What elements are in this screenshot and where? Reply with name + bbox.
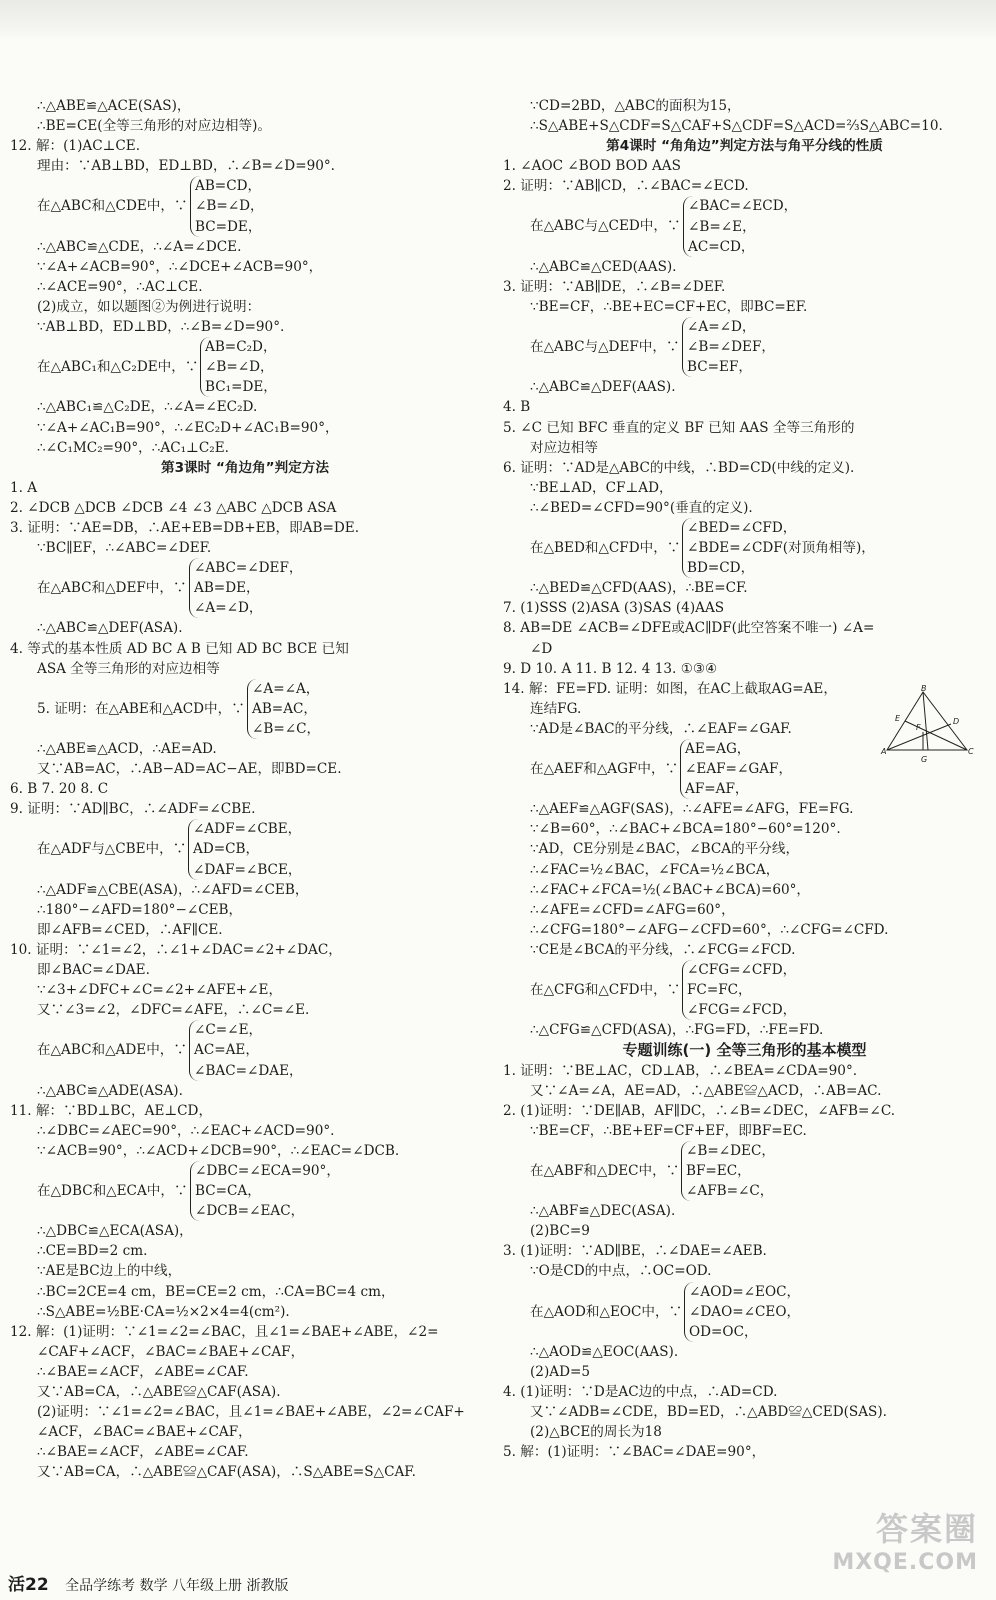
condition-line: ∠B=∠DEC，: [686, 1142, 775, 1159]
book-title: 全品学练考 数学 八年级上册 浙教版: [65, 1578, 289, 1594]
condition-line: ∠C=∠E，: [194, 1022, 263, 1039]
condition-line: BC=CA，: [195, 1183, 261, 1200]
answer-line: ∴△AEF≌△AGF(SAS)，∴∠AFE=∠AFG，FE=FG.: [530, 801, 854, 818]
answer-line: 理由：∵AB⊥BD，ED⊥BD，∴∠B=∠D=90°.: [37, 158, 335, 175]
equation-system: [10, 679, 480, 739]
answer-line: 第4课时 “角角边”判定方法与角平分线的性质: [606, 138, 883, 155]
brace-lines: [682, 518, 986, 578]
answer-line: 又∵∠ADB=∠CDE，BD=ED，∴△ABD≌△CED(SAS).: [530, 1404, 887, 1421]
answer-line: 11. 解：∵BD⊥BC，AE⊥CD，: [10, 1102, 213, 1119]
condition-line: BC₁=DE，: [205, 379, 277, 396]
answer-line: ∴BE=CE(全等三角形的对应边相等)。: [37, 118, 272, 135]
equation-system: [10, 337, 480, 397]
right-column: [503, 96, 986, 1462]
answer-line: ∵∠ACB=90°，∴∠ACD+∠DCB=90°，∴∠EAC=∠DCB.: [37, 1142, 400, 1159]
answer-line: 2. (1)证明：∵DE∥AB，AF∥DC，∴∠B=∠DEC，∠AFB=∠C.: [503, 1102, 896, 1119]
condition-line: ∠BDE=∠CDF(对顶角相等)，: [687, 540, 875, 557]
answer-line: ∴∠DBC=∠AEC=90°，∴∠EAC+∠ACD=90°.: [37, 1122, 335, 1139]
condition-line: AC=AE，: [194, 1042, 259, 1059]
equation-system: [10, 558, 480, 618]
equation-system: [503, 518, 986, 578]
equation-system: [10, 176, 480, 236]
answer-line: ∴∠BED=∠CFD=90°(垂直的定义).: [530, 499, 753, 516]
answer-line: 又∵∠3=∠2，∠DFC=∠AFE，∴∠C=∠E.: [37, 1002, 310, 1019]
answer-line: 3. (1)证明：∵AD∥BE，∴∠DAE=∠AEB.: [503, 1243, 767, 1260]
system-intro: 在△AEF和△AGF中，∵: [530, 761, 679, 777]
page-footer: [8, 1570, 288, 1595]
condition-line: AC=CD，: [688, 238, 755, 255]
equation-system: [503, 1282, 986, 1342]
answer-line: ∵O是CD的中点，∴OC=OD.: [530, 1263, 712, 1280]
condition-line: BC=EF，: [687, 359, 752, 376]
condition-line: ∠B=∠D，: [205, 359, 274, 376]
answer-line: ∵∠A+∠ACB=90°，∴∠DCE+∠ACB=90°，: [37, 258, 323, 275]
brace-lines: [681, 1141, 986, 1201]
system-intro: 在△CFG和△CFD中，∵: [530, 982, 681, 999]
answer-line: 7. (1)SSS (2)ASA (3)SAS (4)AAS: [503, 600, 725, 617]
condition-line: ∠DBC=∠ECA=90°，: [195, 1162, 340, 1179]
equation-system: [503, 317, 986, 377]
answer-line: 又∵AB=AC，∴AB−AD=AC−AE，即BD=CE.: [37, 761, 342, 778]
equation-system: [10, 1161, 480, 1221]
answer-line: 1. 证明：∵BE⊥AC，CD⊥AB，∴∠BEA=∠CDA=90°.: [503, 1062, 858, 1079]
watermark-url: MXQE.COM: [832, 1550, 978, 1575]
condition-line: ∠BAC=∠ECD，: [688, 198, 798, 215]
answer-line: ∴△BED≌△CFD(AAS)，∴BE=CF.: [530, 580, 748, 597]
watermark-logo: 答案圈: [875, 1510, 978, 1548]
condition-line: ∠BAC=∠DAE，: [194, 1062, 303, 1079]
answer-line: ∴S△ABE=½BE·CA=½×2×4=4(cm²).: [37, 1303, 290, 1320]
condition-line: ∠DAF=∠BCE，: [193, 861, 302, 878]
answer-line: ∠CAF+∠ACF，∠BAC=∠BAE+∠CAF，: [37, 1343, 305, 1360]
answer-line: ∴△ABF≌△DEC(ASA).: [530, 1203, 676, 1220]
answer-line: ∴△ABE≌△ACD，∴AE=AD.: [37, 741, 217, 757]
system-intro: 在△ABF和△DEC中，∵: [530, 1162, 680, 1179]
answer-line: 即∠AFB=∠CED，∴AF∥CE.: [37, 921, 223, 938]
condition-line: AD=CB，: [193, 841, 260, 858]
answer-line: ∵AD是∠BAC的平分线，∴∠EAF=∠GAF.: [530, 720, 792, 737]
answer-line: 又∵∠A=∠A，AE=AD，∴△ABE≌△ACD，∴AB=AC.: [530, 1082, 882, 1099]
condition-line: ∠A=∠A，: [252, 680, 320, 697]
condition-line: ∠B=∠DEF，: [687, 339, 776, 356]
brace-lines: [683, 196, 986, 256]
answer-line: 5. 解：(1)证明：∵∠BAC=∠DAE=90°，: [503, 1444, 766, 1461]
answer-line: ∴∠BAE=∠ACF，∠ABE=∠CAF.: [37, 1444, 249, 1461]
answer-line: 2. 证明：∵AB∥CD，∴∠BAC=∠ECD.: [503, 178, 749, 195]
answer-line: ∴△ABC≌△CDE，∴∠A=∠DCE.: [37, 238, 242, 255]
condition-line: ∠A=∠D，: [687, 319, 756, 336]
answer-line: ∴∠FAC=½∠BAC，∠FCA=½∠BCA，: [530, 861, 780, 878]
left-column: [10, 96, 480, 1482]
answer-line: ∴∠BAE=∠ACF，∠ABE=∠CAF.: [37, 1363, 249, 1380]
condition-line: ∠BED=∠CFD，: [687, 519, 797, 536]
condition-line: ∠EAF=∠GAF，: [685, 761, 793, 778]
answer-line: 12. 解：(1)证明：∵∠1=∠2=∠BAC，且∠1=∠BAE+∠ABE，∠2=: [10, 1323, 439, 1340]
system-intro: 在△ABC和△DEF中，∵: [37, 580, 187, 597]
brace-lines: [682, 960, 986, 1020]
system-intro: 在△ABC和△CDE中，∵: [37, 198, 188, 215]
brace-lines: [247, 679, 480, 739]
figure-label-g: G: [921, 755, 928, 764]
answer-line: 1. ∠AOC ∠BOD BOD AAS: [503, 158, 681, 175]
answer-line: 4. 等式的基本性质 AD BC A B 已知 AD BC BCE 已知: [10, 640, 349, 657]
answer-line: 14. 解：FE=FD. 证明：如图，在AC上截取AG=AE，: [503, 680, 837, 697]
condition-line: ∠CFG=∠CFD，: [687, 962, 797, 979]
answer-line: ∴△AOD≌△EOC(AAS).: [530, 1343, 679, 1360]
answer-line: ∵AD，CE分别是∠BAC，∠BCA的平分线，: [530, 841, 800, 858]
answer-line: ∴△ABC≌△DEF(AAS).: [530, 379, 676, 396]
brace-lines: [189, 558, 480, 618]
condition-line: BD=CD，: [687, 560, 755, 577]
answer-line: ∴∠CFG=180°−∠AFG−∠CFD=60°，∴∠CFG=∠CFD.: [530, 921, 889, 938]
equation-system: [10, 1020, 480, 1080]
brace-lines: [190, 1161, 480, 1221]
condition-line: ∠ABC=∠DEF，: [194, 560, 303, 577]
answer-line: 6. B 7. 20 8. C: [10, 781, 109, 798]
answer-line: 2. ∠DCB △DCB ∠DCB ∠4 ∠3 △ABC △DCB ASA: [10, 499, 337, 516]
answer-line: (2)AD=5: [530, 1363, 591, 1380]
system-intro: 在△ABC和△ADE中，∵: [37, 1042, 187, 1059]
answer-line: ∴∠FAC+∠FCA=½(∠BAC+∠BCA)=60°，: [530, 881, 811, 898]
answer-line: ∠ACF，∠BAC=∠BAE+∠CAF，: [37, 1424, 252, 1441]
figure-label-a: A: [881, 747, 887, 756]
answer-line: 对应边相等: [530, 439, 598, 456]
condition-line: OD=OC，: [689, 1323, 758, 1340]
answer-line: 4. (1)证明：∵D是AC边的中点，∴AD=CD.: [503, 1384, 778, 1400]
figure-label-b: B: [921, 684, 927, 693]
brace-lines: [190, 176, 480, 236]
equation-system: [503, 960, 986, 1020]
condition-line: ∠A=∠D，: [194, 600, 263, 617]
answer-line: ∴∠ACE=90°，∴AC⊥CE.: [37, 278, 203, 295]
condition-line: AB=DE，: [194, 580, 260, 597]
figure-label-d: D: [953, 717, 960, 726]
answer-line: ∵CD=2BD，△ABC的面积为15，: [530, 98, 741, 114]
answer-line: ∴CE=BD=2 cm.: [37, 1243, 148, 1260]
answer-line: ASA 全等三角形的对应边相等: [37, 660, 220, 677]
condition-line: AB=CD，: [195, 178, 262, 195]
condition-line: ∠AFB=∠C，: [686, 1183, 774, 1200]
equation-system: [503, 1141, 986, 1201]
system-intro: 在△ABC与△DEF中，∵: [530, 339, 680, 356]
answer-line: ∠D: [530, 640, 553, 657]
answer-line: 10. 证明：∵∠1=∠2，∴∠1+∠DAC=∠2+∠DAC，: [10, 941, 342, 958]
page-number: 活22: [8, 1575, 49, 1595]
condition-line: ∠DCB=∠EAC，: [195, 1203, 305, 1220]
answer-line: 即∠BAC=∠DAE.: [37, 962, 150, 979]
condition-line: ∠B=∠D，: [195, 198, 264, 215]
condition-line: ∠FCG=∠FCD，: [687, 1002, 797, 1019]
answer-line: 1. A: [10, 479, 38, 496]
answer-line: ∵AB⊥BD，ED⊥BD，∴∠B=∠D=90°.: [37, 319, 285, 336]
answer-line: (2)证明：∵∠1=∠2=∠BAC，且∠1=∠BAE+∠ABE，∠2=∠CAF+: [37, 1404, 465, 1421]
brace-lines: [682, 317, 986, 377]
answer-line: 3. 证明：∵AE=DB，∴AE+EB=DB+EB，即AB=DE.: [10, 519, 360, 536]
answer-line: 5. ∠C 已知 BFC 垂直的定义 BF 已知 AAS 全等三角形的: [503, 419, 855, 436]
answer-line: ∵∠B=60°，∴∠BAC+∠BCA=180°−60°=120°.: [530, 821, 841, 838]
condition-line: BC=DE，: [195, 218, 262, 235]
answer-line: ∴△ABE≌△ACE(SAS)，: [37, 98, 191, 114]
figure-label-e: E: [895, 714, 901, 723]
brace-lines: [189, 1020, 480, 1080]
answer-line: ∵BE=CF，∴BE+EF=CF+EF，即BF=EC.: [530, 1122, 807, 1139]
answer-line: 专题训练(一) 全等三角形的基本模型: [622, 1041, 867, 1060]
condition-line: ∠DAO=∠CEO，: [689, 1303, 801, 1320]
answer-line: (2)BC=9: [530, 1223, 590, 1240]
answer-line: ∵BE⊥AD，CF⊥AD，: [530, 479, 673, 496]
condition-line: ∠ADF=∠CBE，: [193, 821, 302, 838]
condition-line: FC=FC，: [687, 982, 752, 999]
geometry-figure: [881, 684, 974, 768]
answer-line: ∴∠AFE=∠CFD=∠AFG=60°，: [530, 901, 735, 918]
figure-label-c: C: [968, 747, 974, 756]
answer-line: ∴BC=2CE=4 cm，BE=CE=2 cm，∴CA=BC=4 cm，: [37, 1283, 395, 1300]
answer-line: ∴△ABC₁≌△C₂DE，∴∠A=∠EC₂D.: [37, 399, 258, 416]
answer-line: ∵BC∥EF，∴∠ABC=∠DEF.: [37, 540, 212, 557]
brace-lines: [188, 819, 480, 879]
system-intro: 在△ADF与△CBE中，∵: [37, 841, 187, 858]
answer-line: ∴△ABC≌△ADE(ASA).: [37, 1082, 183, 1099]
answer-line: ∵CE是∠BCA的平分线，∴∠FCG=∠FCD.: [530, 941, 796, 958]
answer-line: 6. 证明：∵AD是△ABC的中线，∴BD=CD(中线的定义).: [503, 459, 855, 476]
answer-line: 又∵AB=CA，∴△ABE≌△CAF(ASA)，∴S△ABE=S△CAF.: [37, 1464, 416, 1481]
answer-line: ∵AE是BC边上的中线，: [37, 1263, 182, 1280]
system-intro: 5. 证明：在△ABE和△ACD中，∵: [37, 700, 245, 717]
condition-line: AB=AC，: [252, 700, 318, 717]
system-intro: 在△DBC和△ECA中，∵: [37, 1182, 188, 1199]
condition-line: BF=EC，: [686, 1162, 751, 1179]
answer-line: (2)△BCE的周长为18: [530, 1424, 662, 1441]
answer-line: ∴△ADF≌△CBE(ASA)，∴∠AFD=∠CEB，: [37, 881, 309, 898]
answer-line: ∴△ABC≌△DEF(ASA).: [37, 620, 183, 637]
answer-line: 连结FG.: [530, 700, 582, 717]
answer-line: ∴△ABC≌△CED(AAS).: [530, 258, 677, 275]
answer-line: 又∵AB=CA，∴△ABE≌△CAF(ASA).: [37, 1384, 281, 1400]
answer-line: 3. 证明：∵AB∥DE，∴∠B=∠DEF.: [503, 278, 726, 295]
scan-top-band: [0, 0, 996, 40]
system-intro: 在△AOD和△EOC中，∵: [530, 1303, 683, 1320]
condition-line: ∠B=∠E，: [688, 218, 756, 235]
answer-line: 9. 证明：∵AD∥BC，∴∠ADF=∠CBE.: [10, 801, 256, 818]
condition-line: ∠AOD=∠EOC，: [689, 1283, 801, 1300]
answer-line: ∴180°−∠AFD=180°−∠CEB，: [37, 901, 243, 918]
system-intro: 在△ABC₁和△C₂DE中，∵: [37, 359, 199, 376]
brace-lines: [684, 1282, 986, 1342]
answer-line: 12. 解：(1)AC⊥CE.: [10, 138, 141, 155]
equation-system: [10, 819, 480, 879]
figure-label-f: F: [916, 723, 921, 732]
answer-line: ∵∠3+∠DFC+∠C=∠2+∠AFE+∠E，: [37, 982, 283, 999]
watermark: [818, 1504, 978, 1584]
answer-line: ∴∠C₁MC₂=90°，∴AC₁⊥C₂E.: [37, 439, 229, 456]
condition-line: AB=C₂D，: [205, 339, 277, 356]
answer-line: 8. AB=DE ∠ACB=∠DFE或AC∥DF(此空答案不唯一) ∠A=: [503, 620, 875, 637]
answer-line: 第3课时 “角边角”判定方法: [161, 459, 329, 476]
brace-lines: [200, 337, 480, 397]
condition-line: AF=AF，: [685, 781, 749, 798]
answer-line: ∴S△ABE+S△CDF=S△CAF+S△CDF=S△ACD=⅔S△ABC=10.: [530, 118, 943, 135]
answer-line: (2)成立，如以题图②为例进行说明：: [37, 298, 261, 315]
answer-line: 9. D 10. A 11. B 12. 4 13. ①③④: [503, 660, 718, 677]
answer-line: ∴△CFG≌△CFD(ASA)，∴FG=FD，∴FE=FD.: [530, 1022, 824, 1039]
answer-line: ∵BE=CF，∴BE+EC=CF+EC，即BC=EF.: [530, 298, 808, 315]
answer-line: ∴△DBC≌△ECA(ASA)，: [37, 1223, 193, 1240]
condition-line: ∠B=∠C，: [252, 720, 321, 737]
system-intro: 在△ABC与△CED中，∵: [530, 218, 681, 235]
system-intro: 在△BED和△CFD中，∵: [530, 539, 681, 556]
answer-line: ∵∠A+∠AC₁B=90°，∴∠EC₂D+∠AC₁B=90°，: [37, 419, 339, 436]
condition-line: AE=AG，: [685, 741, 751, 757]
answer-line: 4. B: [503, 399, 531, 416]
equation-system: [503, 196, 986, 256]
